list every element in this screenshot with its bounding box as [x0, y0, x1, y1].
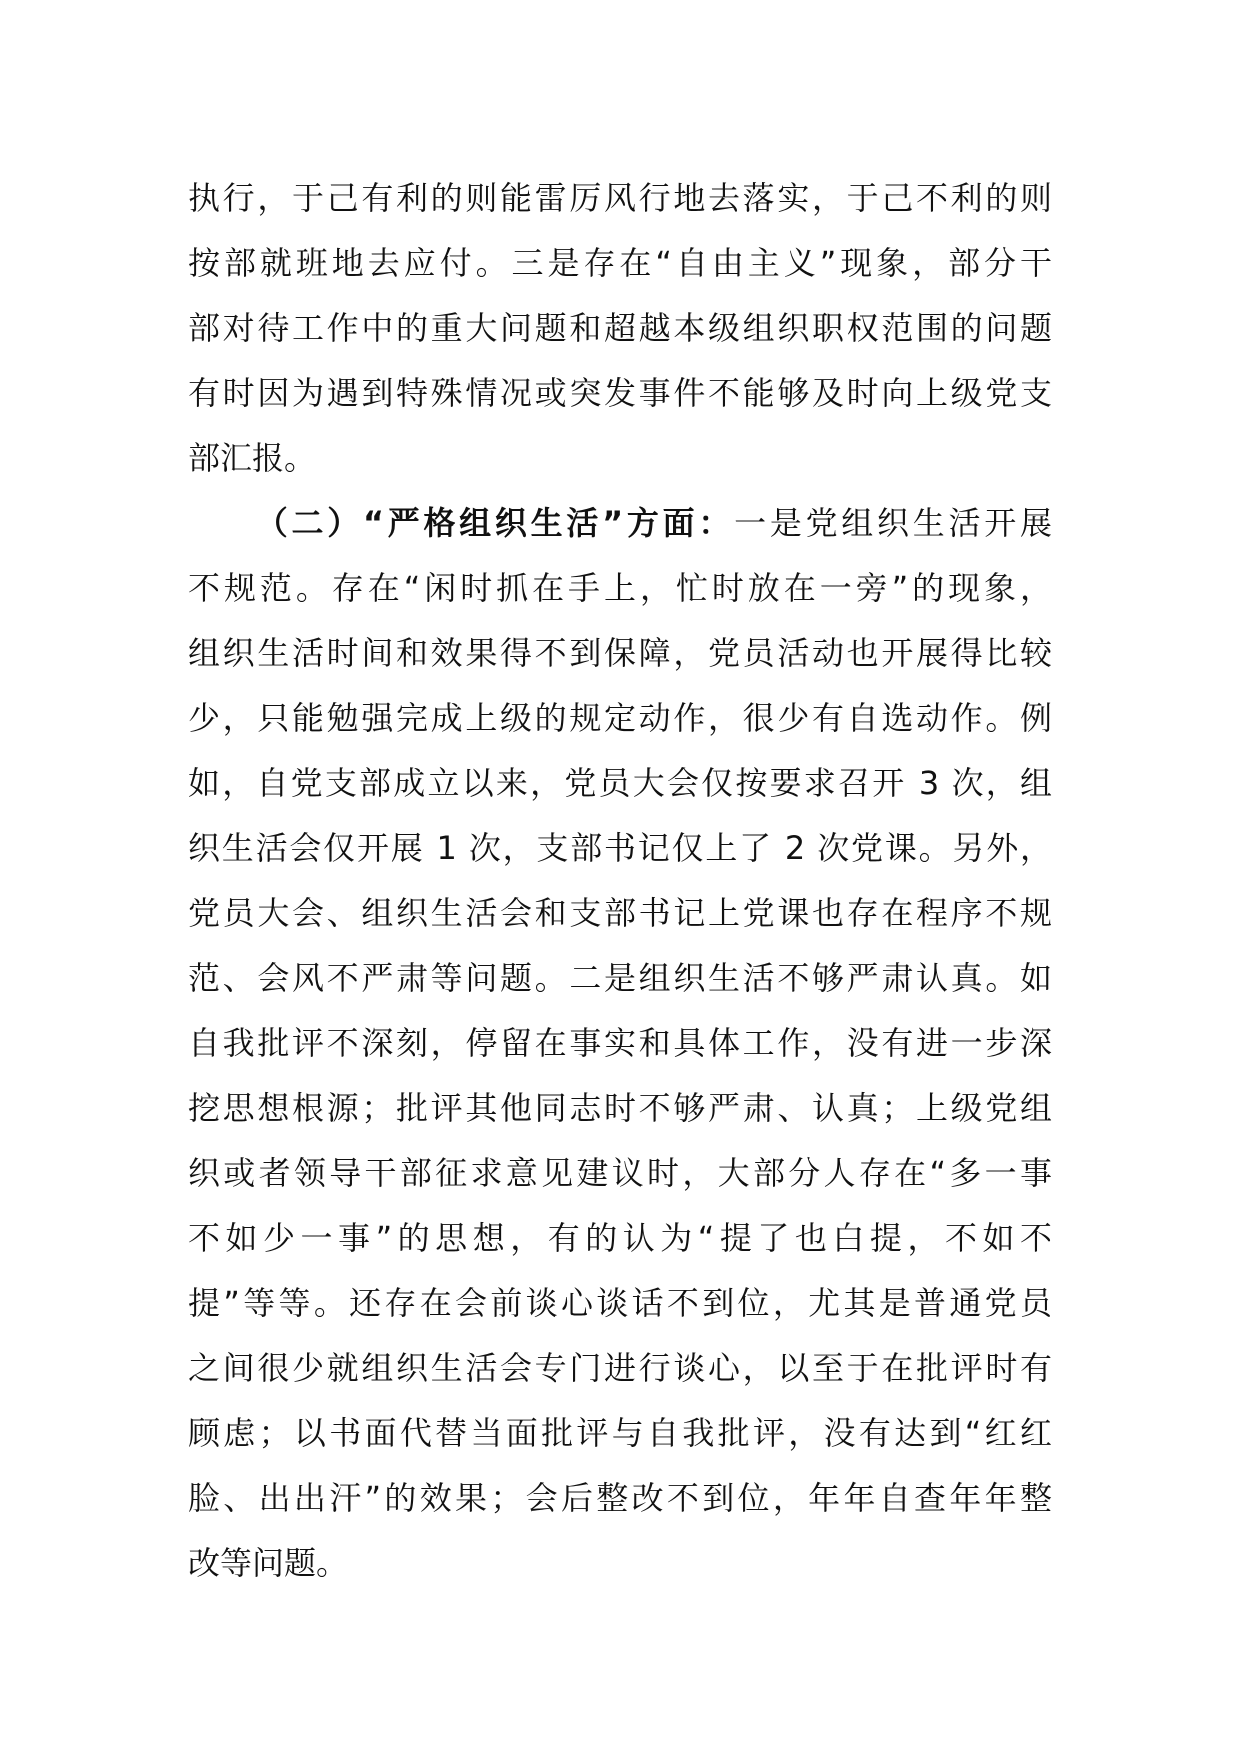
text-line: 挖思想根源；批评其他同志时不够严肃、认真；上级党组	[188, 1089, 1052, 1127]
text-line: 不规范。存在“闲时抓在手上，忙时放在一旁”的现象，	[188, 569, 1052, 607]
paragraph-political-discipline	[188, 166, 1052, 491]
paragraph-organizational-life	[188, 491, 1052, 1596]
text-line: 组织生活时间和效果得不到保障，党员活动也开展得比较	[188, 634, 1052, 672]
text-line: 按部就班地去应付。三是存在“自由主义”现象，部分干	[188, 244, 1052, 282]
section-heading: （二）“严格组织生活”方面：	[252, 504, 735, 542]
text-line: 织或者领导干部征求意见建议时，大部分人存在“多一事	[188, 1154, 1052, 1192]
text-line: 范、会风不严肃等问题。二是组织生活不够严肃认真。如	[188, 959, 1052, 997]
text-line: 如，自党支部成立以来，党员大会仅按要求召开 3 次，组	[188, 764, 1052, 802]
text-line: 提”等等。还存在会前谈心谈话不到位，尤其是普通党员	[188, 1284, 1052, 1322]
text-line: 织生活会仅开展 1 次，支部书记仅上了 2 次党课。另外，	[188, 829, 1052, 867]
first-line-text: 一是党组织生活开展	[734, 504, 1052, 542]
text-line: 不如少一事”的思想，有的认为“提了也白提，不如不	[188, 1219, 1052, 1257]
text-line: 改等问题。	[188, 1544, 349, 1582]
text-line: 有时因为遇到特殊情况或突发事件不能够及时向上级党支	[188, 374, 1052, 412]
text-line: 执行，于己有利的则能雷厉风行地去落实，于己不利的则	[188, 179, 1052, 217]
text-line: 少，只能勉强完成上级的规定动作，很少有自选动作。例	[188, 699, 1052, 737]
text-line: 之间很少就组织生活会专门进行谈心，以至于在批评时有	[188, 1349, 1052, 1387]
text-line: 部汇报。	[188, 439, 317, 477]
text-line: 部对待工作中的重大问题和超越本级组织职权范围的问题	[188, 309, 1052, 347]
text-line: 党员大会、组织生活会和支部书记上党课也存在程序不规	[188, 894, 1052, 932]
text-line: 脸、出出汗”的效果；会后整改不到位，年年自查年年整	[188, 1479, 1052, 1517]
text-line-first	[188, 491, 1052, 556]
text-line: 顾虑；以书面代替当面批评与自我批评，没有达到“红红	[188, 1414, 1052, 1452]
text-line: 自我批评不深刻，停留在事实和具体工作，没有进一步深	[188, 1024, 1052, 1062]
